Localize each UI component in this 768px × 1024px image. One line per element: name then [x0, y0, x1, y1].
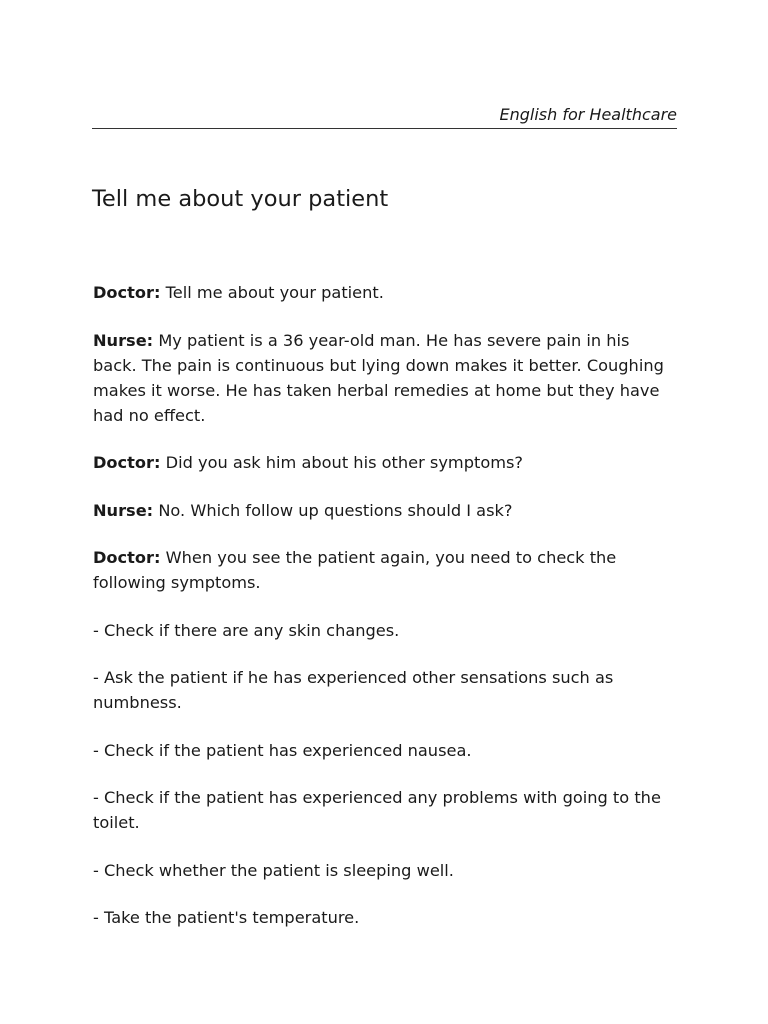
speaker-label: Nurse: [93, 500, 154, 520]
dialogue-text: Tell me about your patient. [165, 283, 384, 302]
document-body [93, 280, 678, 953]
checklist-item: - Check if the patient has experienced any problems with going to the toilet. [93, 788, 661, 832]
dialogue-text: My patient is a 36 year-old man. He has severe pain in his back. The pain is continuous but lying down makes it better. Coughing makes it worse. He has taken herbal remedies at home but they have had no effect. [93, 330, 664, 425]
checklist-item: - Ask the patient if he has experienced other sensations such as numbness. [93, 668, 614, 712]
dialogue-text: No. Which follow up questions should I ask? [158, 500, 513, 520]
speaker-label: Doctor: [93, 453, 161, 472]
dialogue-line [93, 280, 678, 305]
dialogue-line [93, 545, 678, 595]
checklist-item: - Check if there are any skin changes. [93, 620, 400, 640]
checklist-item: - Check whether the patient is sleeping well. [93, 860, 454, 880]
page-header [92, 104, 677, 129]
checklist-item: - Check if the patient has experienced nausea. [93, 740, 472, 760]
speaker-label: Doctor: [93, 548, 161, 567]
speaker-label: Nurse: [93, 330, 154, 350]
header-title: English for Healthcare [499, 105, 677, 124]
dialogue-text: Did you ask him about his other symptoms? [165, 453, 524, 472]
dialogue-line [93, 498, 678, 523]
dialogue-line [93, 328, 678, 428]
document-title: Tell me about your patient [92, 186, 389, 212]
checklist-item: - Take the patient's temperature. [93, 908, 360, 927]
dialogue-line [93, 450, 678, 475]
dialogue-text: When you see the patient again, you need to check the following symptoms. [93, 548, 617, 592]
speaker-label: Doctor: [93, 283, 161, 302]
